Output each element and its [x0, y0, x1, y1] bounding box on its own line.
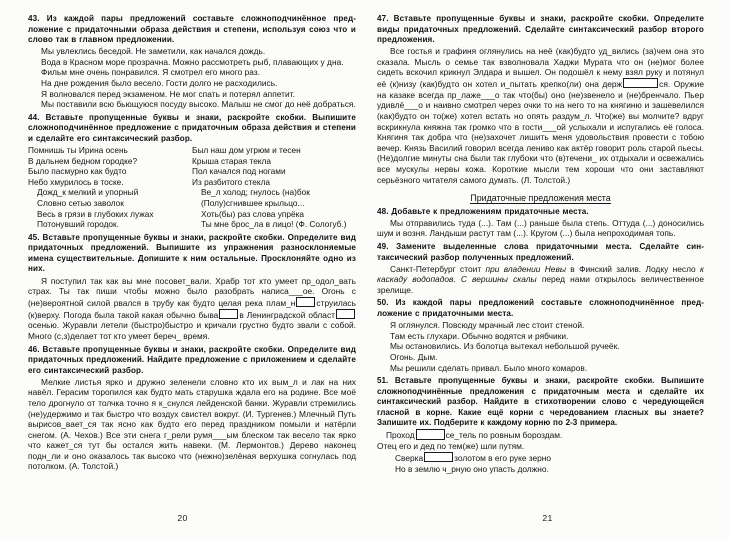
- poem-line: Помнишь ты Ирина осень: [28, 145, 128, 156]
- exercise-48-heading: 48. Добавьте к предложениям придаточные места.: [377, 206, 589, 216]
- exercise-51-heading: 51. Вставьте пропущенные буквы и знаки, раскройте скобки. Выпишите сложноподчинённые предложения с придаточным места и сделайте их синтаксический разбор. Найдите в стихотворении слово с чередующейся гласной в корне. Какие ещё корни с чередованием гласных вы знаете? Запишите их. Подберите к каждому корню по 2-3 примера.: [377, 376, 704, 428]
- fill-in-blank-box[interactable]: [416, 429, 445, 439]
- exercise-49-seg: в Финский залив. Лодку несло: [566, 263, 701, 274]
- exercise-50-line-1: Я оглянулся. Повсюду мрачный лес стоит стеной.: [390, 320, 585, 331]
- exercise-51-poem-line-4: Но в землю ч_рную оно упасть должно.: [395, 463, 549, 474]
- exercise-47-text-a: Все гостья и графиня оглянулись на неё (как)будто уд_вились (за)чем она это сказала. Мысль о семье так взволновала Хаджи Мурата что он (не)мог более сидеть вскочил крикнул Элдара и вышел. Он подошёл к нему взял руку и потянул её (к)низу (как)будто он хотел и_пытать крепко(ли) она держ: [377, 46, 704, 90]
- exercise-45-text-b: струилась (к)верху. Погода была такой какая обычно быва: [28, 297, 356, 320]
- exercise-47-text-b: ся. Оружие на казаке всегда пр_лаже___о так что(бы) оно (не)звенело и (не)бренчало. Пьер удивлё___о и наивно смотрел через очки то на него то на княгиню и зашевелился (как)будто он то(же) хотел встать но опять раздум_л. Что(же) вы молчите? вдруг вскрикнула княжна так громко что в гости___ой услыхали и испугались её голоса. Княгиня так добра что (не)захочет лишить меня удовольствия провести с тобою вечер. Князь Василий говорил всегда лениво как актёр говорит роль старой пьесы. (Не)долгие минуты сна были так глубоки что (в)течени_ их отдыхали и освежались все мускулы нервы кожа. Короткие мысли тем хороши что они заставляют серьёзного читателя самого думать. (Л. Толстой.): [377, 79, 704, 185]
- fill-in-blank-box[interactable]: [336, 309, 355, 319]
- poem-line: Небо хмурилось в тоске.: [28, 176, 124, 187]
- exercise-51-text-b: се_тель по ровным бороздам.: [445, 430, 563, 441]
- exercise-43-line-6: Мы поставили всю бьющуюся посуду высоко. Малыш не смог до неё добраться.: [41, 99, 356, 110]
- exercise-44-poem-right-column: [192, 145, 356, 230]
- exercise-45-text-c: в Ленинградской област: [239, 309, 335, 320]
- section-title: [377, 192, 704, 204]
- exercise-43-heading: 43. Из каждой пары предложений составьте сложноподчинённое предложение с придаточными образа действия и степени, используя союз что и слово так в главном предложении.: [28, 14, 356, 45]
- exercise-47-body: [377, 46, 704, 185]
- exercise-44-poem: [28, 145, 356, 230]
- poem-line: В дальнем бедном городке?: [28, 155, 138, 166]
- poem-line: Было пасмурно как будто: [28, 166, 127, 177]
- exercise-49-highlighted-phrase: к каскаду водопадов: [377, 263, 704, 285]
- exercise-46-body: Мелкие листья ярко и дружно зеленели словно кто их вым_л и лак на них навёл. Герасим торопился как будто мать старушка ждала его на родине. Все моё тело дрогнуло от толчка точно я к_снулся лейденской банки. Журавли стремились (не)удержимо и так быстро что воздух свистел вокруг. (И. Тургенев.) Млечный Путь вырисов_вает_ся так ясно как будто его перед праздником помыли и натёрли снегом. (А. Чехов.) Все эти снега г_рели румя___ым блеском так весело так ярко что кажет_ся тут бы остался жить навеки. (М. Лермонтов.) Дерево наконец подн_ли и оно оказалось так высоко что (нежно)зелёная верхушка согнулась под потолком. (А. Толстой.): [28, 376, 356, 472]
- poem-line: Потонувший городок.: [37, 219, 119, 230]
- exercise-45-body: [28, 276, 356, 342]
- fill-in-blank-box[interactable]: [623, 78, 658, 88]
- exercise-51-text-d: золотом в его руке зерно: [454, 452, 552, 463]
- exercise-51-poem-line-1: [377, 429, 704, 441]
- fill-in-blank-box[interactable]: [219, 309, 238, 319]
- fill-in-blank-box[interactable]: [296, 297, 315, 307]
- exercise-50-line-5: Мы решили сделать привал. Было много комаров.: [390, 362, 588, 373]
- poem-line: Хоть(бы) раз слова упрёка: [201, 208, 305, 219]
- poem-line: Крыша старая текла: [192, 155, 271, 166]
- left-page-number: 20: [177, 513, 188, 523]
- poem-line: Словно сетью заволок: [37, 198, 124, 208]
- exercise-45-heading: 45. Вставьте пропущенные буквы и знаки, раскройте скобки. Определите вид придаточных предложений. Выпишите из упражнения разносклоняемые имена существительные. Допишите к ним остальные. Просклоняйте одно из них.: [28, 232, 356, 274]
- exercise-49-seg: .: [453, 274, 461, 285]
- fill-in-blank-box[interactable]: [424, 452, 453, 462]
- exercise-49-seg: Санкт-Петербург стоит: [390, 263, 486, 274]
- exercise-43-line-1: Мы увлеклись беседой. Не заметили, как начался дождь.: [41, 46, 266, 57]
- poem-line: Ве_л холод; гнулось (на)бок: [201, 187, 310, 198]
- poem-line: Дожд_к мелкий и упорный: [37, 187, 139, 198]
- exercise-44-poem-left-column: [28, 145, 192, 230]
- exercise-51-text-a: Проход: [386, 430, 415, 441]
- exercise-43-line-5: Я волновался перед экзаменом. Не мог спать и потерял аппетит.: [41, 88, 295, 99]
- right-page: [365, 0, 730, 540]
- right-page-number: 21: [542, 513, 553, 523]
- exercise-43-line-2: Вода в Красном море прозрачна. Можно рассмотреть рыб, плавающих у дна.: [41, 56, 344, 67]
- poem-line: Из разбитого стекла: [192, 176, 271, 187]
- exercise-49-highlighted-phrase: при владении Невы: [485, 263, 566, 274]
- exercise-44-heading: 44. Вставьте пропущенные буквы и знаки, раскройте скобки. Выпишите сложноподчинённое предложение с придаточным образа действия и степени и сделайте его синтаксический разбор.: [28, 112, 356, 143]
- right-page-column: [377, 14, 704, 474]
- poem-line: Пол качался под ногами: [192, 166, 286, 177]
- exercise-51-poem-line-2: Отец его и дед по тем(же) шли путям.: [377, 441, 525, 452]
- exercise-43-line-4: На дне рождения было весело. Гости долго не расходились.: [41, 78, 278, 89]
- poem-line: Ты мне брос_ла в лицо! (Ф. Сологуб.): [201, 219, 347, 230]
- exercise-49-body: [377, 264, 704, 296]
- poem-line: Весь в грязи в глубоких лужах: [37, 208, 154, 219]
- left-page-column: [28, 14, 356, 472]
- exercise-50-heading: 50. Из каждой пары предложений составьте сложноподчинённое предложение с придаточными места.: [377, 298, 704, 318]
- exercise-49-highlighted-phrase: С вершины скалы: [460, 274, 537, 285]
- exercise-49-heading: 49. Замените выделенные слова придаточными места. Сделайте синтаксический разбор полученных предложений.: [377, 241, 704, 262]
- exercise-45-text-d: осенью. Журавли летели (быстро)быстро и кричали грустно будто звали с собой. Много (с,з)делает тот кто умеет береч_ время.: [28, 320, 356, 341]
- exercise-48-body: Мы отправились туда (...). Там (...) раньше была степь. Оттуда (...) доносились шум и возня. Ландыши растут там (...). Кругом (...) была непроходимая топь.: [377, 217, 704, 239]
- exercise-51-text-c: Сверка: [395, 452, 424, 463]
- poem-line: Был наш дом угрюм и тесен: [192, 145, 301, 156]
- exercise-50-line-3: Мы остановились. Из болотца вытекал небольшой ручеёк.: [390, 341, 620, 352]
- exercise-50-line-2: Там есть глухари. Обычно водятся и рябчики.: [390, 330, 569, 341]
- exercise-46-heading: 46. Вставьте пропущенные буквы и знаки, раскройте скобки. Определите вид придаточных предложений. Найдите предложение с приложением и сделайте его синтаксический разбор.: [28, 344, 356, 375]
- poem-line: (Полу)сгнившее крыльцо...: [201, 198, 305, 208]
- exercise-45-text-a: Я поступил так как вы мне посовет_вали. Храбр тот кто умеет пр_одол_вать страх. Ты так пиши чтобы можно было разобрать написа___ое. Огонь с (не)вероятной силой рвался в трубу как будто целая река плам_н: [28, 275, 356, 308]
- section-title-text: Придаточные предложения места: [470, 192, 611, 203]
- exercise-50-line-4: Огонь. Дым.: [390, 351, 438, 362]
- exercise-47-heading: 47. Вставьте пропущенные буквы и знаки, раскройте скобки. Определите виды придаточных предложений. Сделайте синтаксический разбор второго предложения.: [377, 14, 704, 45]
- exercise-49-seg: перед нами открылось величественное зрелище.: [377, 274, 705, 295]
- exercise-43-line-3: Фильм мне очень понравился. Я смотрел его много раз.: [41, 67, 260, 78]
- exercise-51-poem-line-3: [377, 452, 704, 464]
